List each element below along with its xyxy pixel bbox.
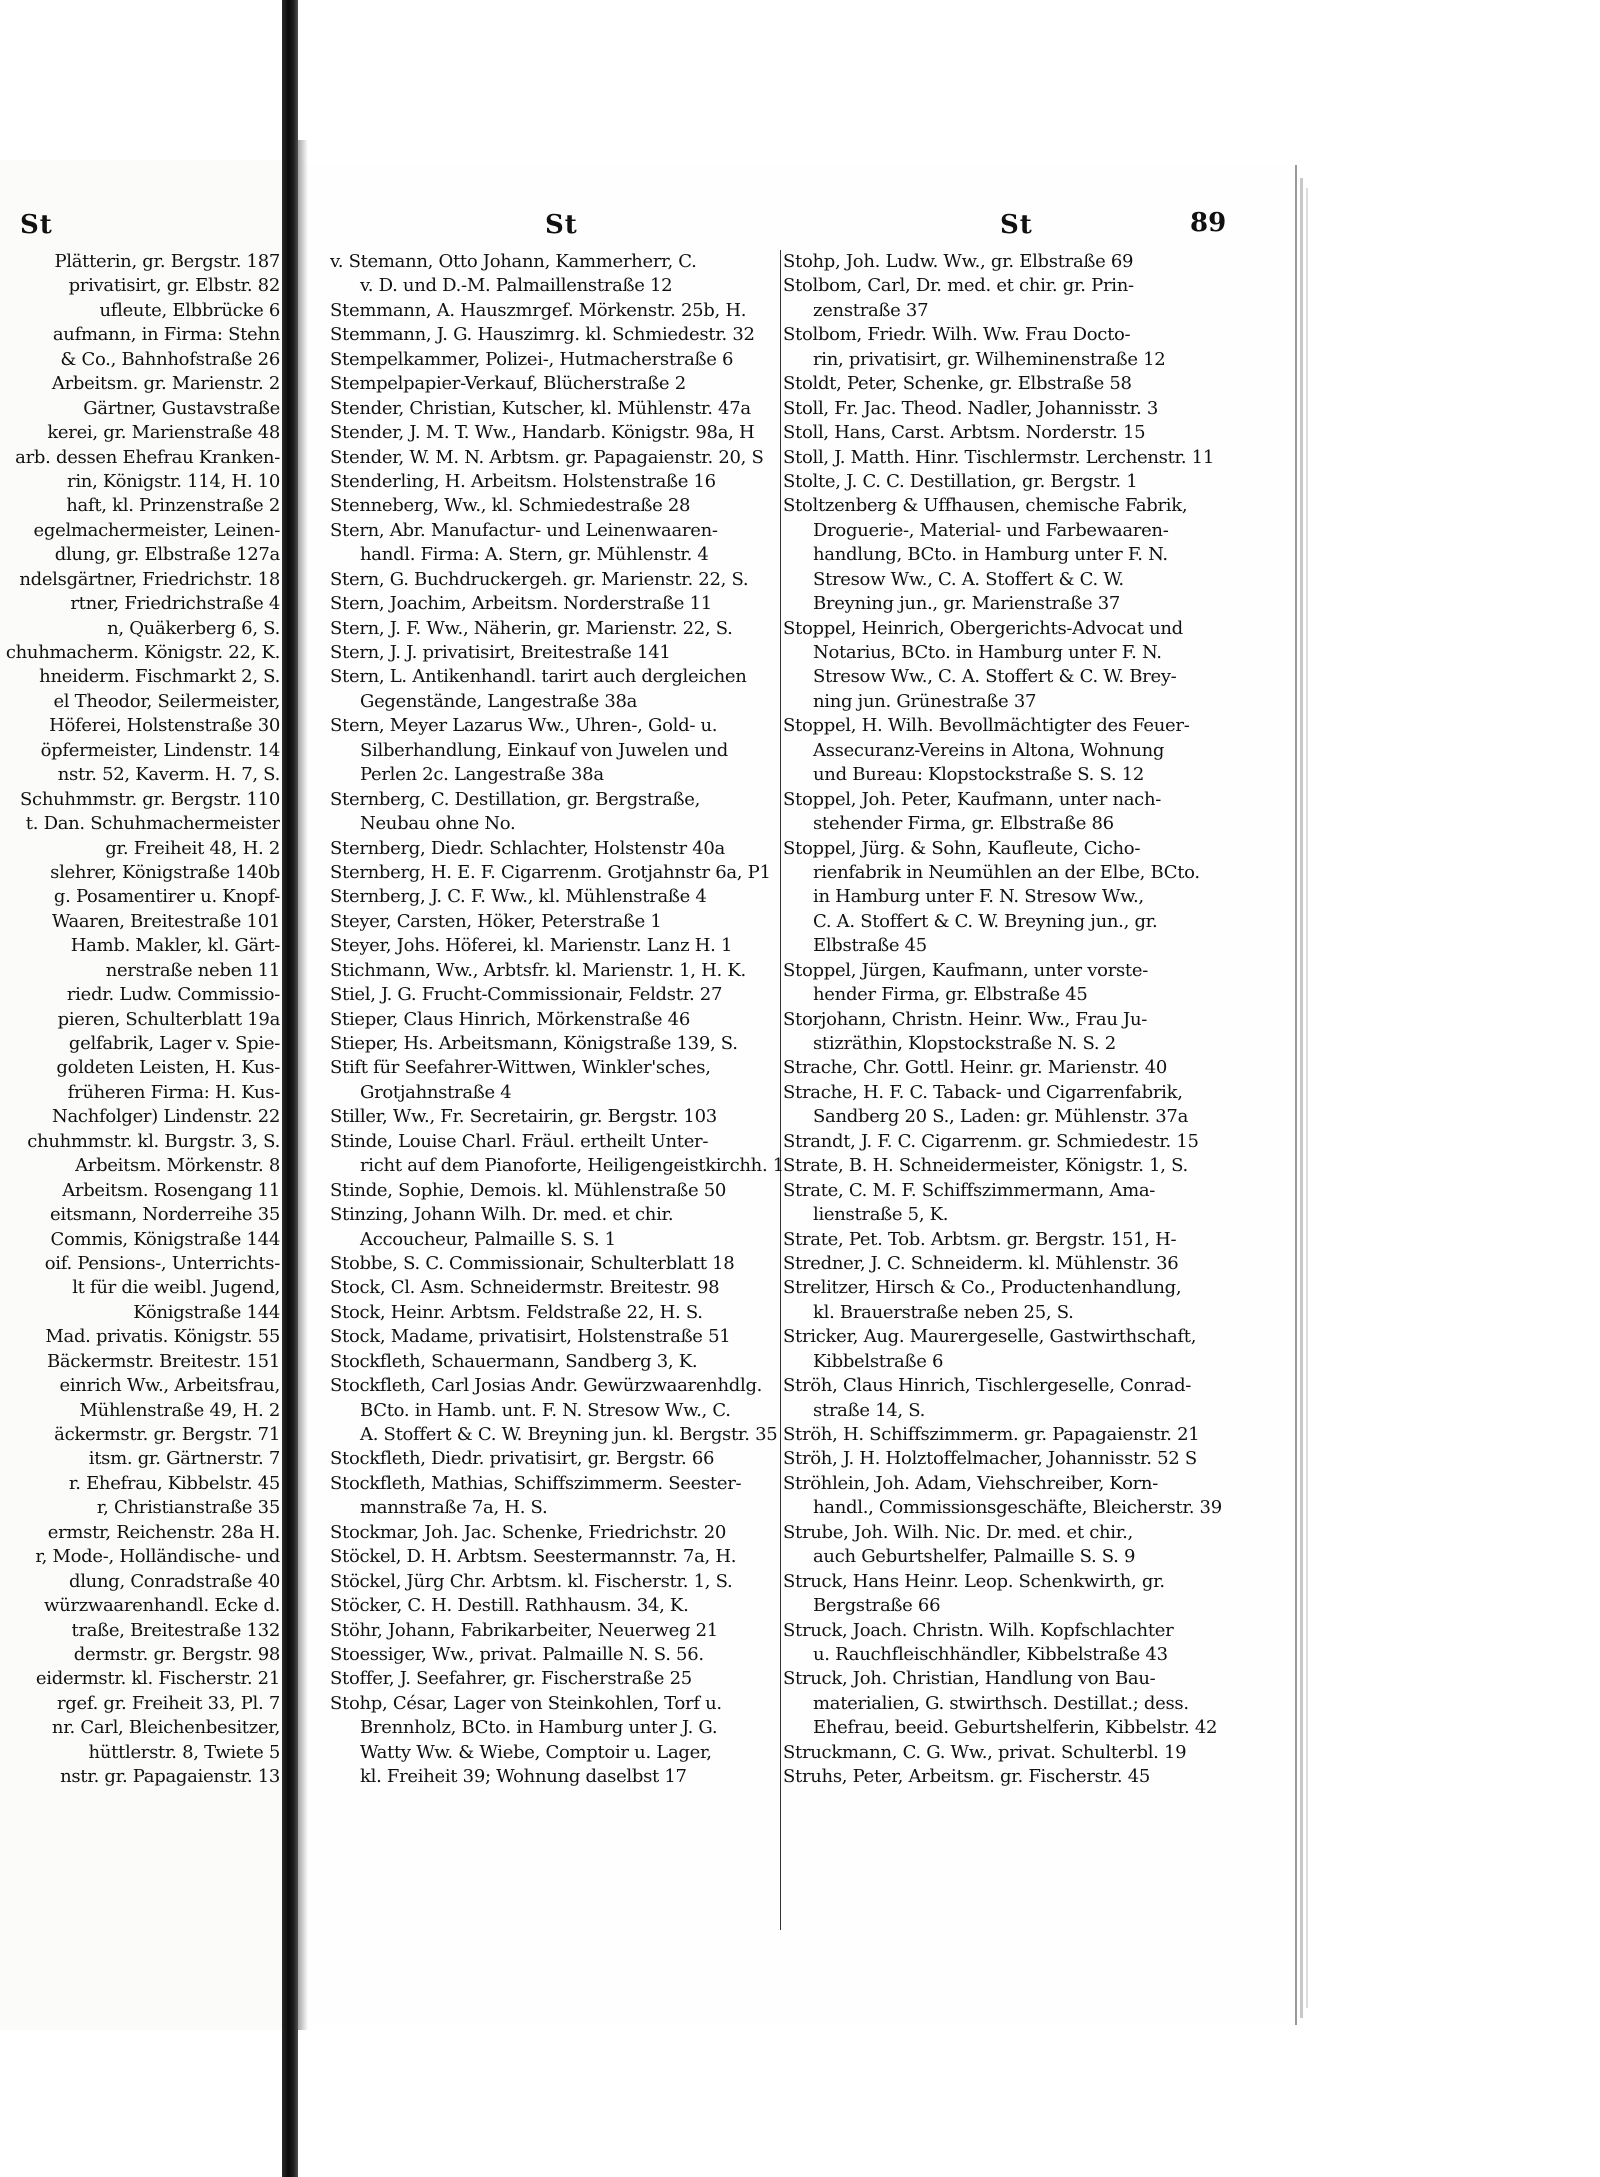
gutter-shadow [298, 140, 308, 2030]
directory-line: Stohp, César, Lager von Steinkohlen, Torf u. [330, 1692, 722, 1714]
directory-line: würzwaarenhandl. Ecke d. [44, 1595, 280, 1617]
directory-line: Stöckel, D. H. Arbtsm. Seestermannstr. 7a, H. [330, 1546, 737, 1568]
directory-line: Stemmann, J. G. Hauszimrg. kl. Schmiedestr. 32 [330, 324, 755, 346]
directory-line: Stern, J. F. Ww., Näherin, gr. Marienstr. 22, S. [330, 617, 733, 639]
directory-line: Stender, W. M. N. Arbtsm. gr. Papagaienstr. 20, S [330, 446, 764, 468]
directory-line: früheren Firma: H. Kus- [67, 1081, 280, 1103]
directory-line: t. Dan. Schuhmachermeister [25, 813, 280, 835]
directory-line: Stricker, Aug. Maurergeselle, Gastwirthschaft, [783, 1326, 1197, 1348]
directory-line: Struck, Hans Heinr. Leop. Schenkwirth, gr. [783, 1570, 1165, 1592]
directory-line: handl., Commissionsgeschäfte, Bleicherstr. 39 [813, 1497, 1222, 1519]
directory-line: v. D. und D.-M. Palmaillenstraße 12 [360, 275, 673, 297]
directory-line: Stinde, Louise Charl. Fräul. ertheilt Unter- [330, 1130, 709, 1152]
directory-line: Stolbom, Carl, Dr. med. et chir. gr. Prin- [783, 275, 1134, 297]
directory-line: kerei, gr. Marienstraße 48 [47, 422, 280, 444]
directory-line: Stolte, J. C. C. Destillation, gr. Bergstr. 1 [783, 470, 1138, 492]
directory-line: richt auf dem Pianoforte, Heiligengeistkirchh. 1 [360, 1155, 784, 1177]
directory-line: Stoll, Fr. Jac. Theod. Nadler, Johannisstr. 3 [783, 397, 1158, 419]
directory-line: gelfabrik, Lager v. Spie- [68, 1033, 280, 1054]
directory-line: stizräthin, Klopstockstraße N. S. 2 [813, 1033, 1116, 1054]
directory-line: Stinzing, Johann Wilh. Dr. med. et chir. [330, 1204, 674, 1226]
directory-line: dermstr. gr. Bergstr. 98 [73, 1643, 280, 1665]
directory-line: Brennholz, BCto. in Hamburg unter J. G. [360, 1717, 718, 1739]
directory-line: Stock, Madame, privatisirt, Holstenstraße 51 [330, 1326, 731, 1348]
directory-line: Waaren, Breitestraße 101 [51, 910, 280, 932]
directory-line: Stockmar, Joh. Jac. Schenke, Friedrichstr. 20 [330, 1521, 727, 1543]
directory-line: rin, privatisirt, gr. Wilheminenstraße 12 [813, 348, 1166, 370]
directory-line: in Hamburg unter F. N. Stresow Ww., [813, 886, 1144, 908]
directory-line: Königstraße 144 [133, 1301, 280, 1323]
directory-line: dlung, gr. Elbstraße 127a [54, 544, 280, 566]
directory-line: Stern, G. Buchdruckergeh. gr. Marienstr. 22, S. [330, 568, 749, 590]
directory-line: Stoltzenberg & Uffhausen, chemische Fabrik, [783, 495, 1188, 517]
directory-line: Stinde, Sophie, Demois. kl. Mühlenstraße 50 [330, 1179, 727, 1201]
directory-line: hneiderm. Fischmarkt 2, S. [39, 666, 280, 688]
directory-line: Hamb. Makler, kl. Gärt- [70, 935, 280, 957]
directory-line: itsm. gr. Gärtnerstr. 7 [88, 1448, 280, 1470]
directory-line: egelmachermeister, Leinen- [33, 519, 280, 541]
directory-line: nerstraße neben 11 [105, 959, 280, 981]
right-column [783, 250, 1280, 1790]
directory-line: materialien, G. stwirthsch. Destillat.; dess. [813, 1692, 1189, 1714]
directory-line: Stoessiger, Ww., privat. Palmaille N. S. 56. [330, 1643, 704, 1665]
directory-line: Stolbom, Friedr. Wilh. Ww. Frau Docto- [783, 324, 1131, 346]
directory-line: Ströh, J. H. Holztoffelmacher, Johannisstr. 52 S [783, 1448, 1197, 1470]
directory-line: Struck, Joach. Christn. Wilh. Kopfschlachter [783, 1619, 1174, 1641]
directory-line: riedr. Ludw. Commissio- [66, 984, 280, 1006]
directory-line: kl. Brauerstraße neben 25, S. [813, 1301, 1074, 1323]
directory-line: Stoll, J. Matth. Hinr. Tischlermstr. Lerchenstr. 11 [783, 446, 1214, 468]
directory-line: Bäckermstr. Breitestr. 151 [46, 1350, 280, 1372]
directory-line: rin, Königstr. 114, H. 10 [67, 470, 280, 492]
directory-line: Steyer, Carsten, Höker, Peterstraße 1 [330, 910, 662, 932]
directory-line: slehrer, Königstraße 140b [50, 861, 280, 883]
directory-line: Kibbelstraße 6 [813, 1350, 944, 1372]
directory-line: Silberhandlung, Einkauf von Juwelen und [360, 739, 728, 761]
directory-line: Stockfleth, Diedr. privatisirt, gr. Bergstr. 66 [330, 1448, 715, 1470]
page-edge [1306, 188, 1308, 2008]
directory-line: Stenneberg, Ww., kl. Schmiedestraße 28 [330, 495, 691, 517]
directory-line: Sternberg, C. Destillation, gr. Bergstraße, [330, 788, 701, 810]
directory-line: rienfabrik in Neumühlen an der Elbe, BCto. [813, 861, 1200, 883]
directory-line: Mühlenstraße 49, H. 2 [79, 1399, 280, 1421]
directory-line: Strelitzer, Hirsch & Co., Productenhandlung, [783, 1277, 1182, 1299]
directory-line: ning jun. Grünestraße 37 [813, 690, 1037, 712]
directory-line: Breyning jun., gr. Marienstraße 37 [813, 593, 1121, 615]
directory-line: rtner, Friedrichstraße 4 [70, 593, 280, 615]
directory-line: Ströhlein, Joh. Adam, Viehschreiber, Korn- [783, 1472, 1158, 1494]
directory-line: Stoppel, Joh. Peter, Kaufmann, unter nach- [783, 788, 1162, 810]
directory-line: Storjohann, Christn. Heinr. Ww., Frau Ju- [783, 1008, 1148, 1030]
directory-line: Stresow Ww., C. A. Stoffert & C. W. [813, 568, 1124, 590]
directory-line: Stieper, Hs. Arbeitsmann, Königstraße 139, S. [330, 1033, 738, 1054]
directory-line: und Bureau: Klopstockstraße S. S. 12 [813, 764, 1145, 786]
directory-line: & Co., Bahnhofstraße 26 [60, 348, 280, 370]
directory-line: Stiller, Ww., Fr. Secretairin, gr. Bergstr. 103 [330, 1106, 717, 1128]
directory-line: handl. Firma: A. Stern, gr. Mühlenstr. 4 [360, 544, 709, 566]
directory-line: Struhs, Peter, Arbeitsm. gr. Fischerstr. 45 [783, 1766, 1151, 1788]
directory-line: A. Stoffert & C. W. Breyning jun. kl. Bergstr. 35 [360, 1424, 778, 1445]
directory-line: äckermstr. gr. Bergstr. 71 [54, 1424, 280, 1445]
directory-line: r. Ehefrau, Kibbelstr. 45 [68, 1472, 280, 1494]
directory-line: Assecuranz-Vereins in Altona, Wohnung [813, 739, 1165, 761]
directory-line: Elbstraße 45 [813, 935, 927, 957]
directory-line: Sandberg 20 S., Laden: gr. Mühlenstr. 37a [813, 1106, 1189, 1128]
directory-line: hender Firma, gr. Elbstraße 45 [813, 984, 1088, 1006]
directory-line: eidermstr. kl. Fischerstr. 21 [35, 1668, 280, 1690]
directory-line: Stock, Heinr. Arbtsm. Feldstraße 22, H. S. [330, 1301, 703, 1323]
directory-line: Stöckel, Jürg Chr. Arbtsm. kl. Fischerstr. 1, S. [330, 1570, 733, 1592]
directory-line: Stredner, J. C. Schneiderm. kl. Mühlenstr. 36 [783, 1252, 1179, 1274]
page-edge [1300, 178, 1303, 2018]
directory-line: lt für die weibl. Jugend, [72, 1277, 280, 1299]
directory-line: Struckmann, C. G. Ww., privat. Schulterbl. 19 [783, 1741, 1187, 1763]
directory-line: chuhmmstr. kl. Burgstr. 3, S. [27, 1130, 280, 1152]
directory-line: öpfermeister, Lindenstr. 14 [40, 739, 280, 761]
directory-line: Ströh, H. Schiffszimmerm. gr. Papagaienstr. 21 [783, 1424, 1200, 1445]
directory-line: Sternberg, Diedr. Schlachter, Holstenstr 40a [330, 837, 725, 859]
directory-line: Commis, Königstraße 144 [50, 1228, 280, 1250]
directory-line: BCto. in Hamb. unt. F. N. Stresow Ww., C. [360, 1399, 731, 1421]
directory-line: kl. Freiheit 39; Wohnung daselbst 17 [360, 1766, 687, 1788]
right-running-head: St [1000, 210, 1033, 240]
directory-line: Stern, J. J. privatisirt, Breitestraße 141 [330, 642, 671, 663]
left-column [0, 250, 280, 1790]
directory-line: Sternberg, H. E. F. Cigarrenm. Grotjahnstr 6a, P1 [330, 861, 771, 883]
directory-line: n, Quäkerberg 6, S. [107, 617, 280, 639]
directory-line: auch Geburtshelfer, Palmaille S. S. 9 [813, 1546, 1136, 1568]
directory-line: Gärtner, Gustavstraße [83, 397, 280, 419]
directory-line: pieren, Schulterblatt 19a [57, 1008, 280, 1030]
directory-line: g. Posamentirer u. Knopf- [53, 886, 280, 908]
directory-line: gr. Freiheit 48, H. 2 [105, 837, 280, 859]
directory-line: Stichmann, Ww., Arbtsfr. kl. Marienstr. 1, H. K. [330, 959, 746, 981]
middle-column [330, 250, 785, 1790]
left-running-head: St [20, 210, 53, 240]
directory-line: Steyer, Johs. Höferei, kl. Marienstr. Lanz H. 1 [330, 935, 733, 957]
directory-line: nstr. gr. Papagaienstr. 13 [60, 1766, 280, 1788]
directory-line: Notarius, BCto. in Hamburg unter F. N. [813, 642, 1162, 663]
directory-line: Perlen 2c. Langestraße 38a [360, 764, 604, 786]
directory-line: C. A. Stoffert & C. W. Breyning jun., gr. [813, 910, 1158, 932]
directory-line: ndelsgärtner, Friedrichstr. 18 [19, 568, 280, 590]
directory-line: stehender Firma, gr. Elbstraße 86 [813, 813, 1114, 835]
directory-line: Stoppel, Jürgen, Kaufmann, unter vorste- [783, 959, 1148, 981]
directory-line: Strache, Chr. Gottl. Heinr. gr. Marienstr. 40 [783, 1057, 1168, 1079]
directory-line: Sternberg, J. C. F. Ww., kl. Mühlenstraße 4 [330, 886, 707, 908]
directory-line: einrich Ww., Arbeitsfrau, [59, 1375, 280, 1397]
directory-line: arb. dessen Ehefrau Kranken- [15, 446, 280, 468]
directory-line: Strube, Joh. Wilh. Nic. Dr. med. et chir., [783, 1521, 1133, 1543]
directory-line: Stenderling, H. Arbeitsm. Holstenstraße 16 [330, 470, 716, 492]
directory-line: eitsmann, Norderreihe 35 [50, 1204, 280, 1226]
directory-line: Arbeitsm. gr. Marienstr. 2 [51, 373, 280, 395]
directory-line: Droguerie-, Material- und Farbewaaren- [813, 519, 1169, 541]
directory-line: Watty Ww. & Wiebe, Comptoir u. Lager, [360, 1741, 712, 1763]
directory-line: Grotjahnstraße 4 [360, 1081, 512, 1103]
directory-line: Stöhr, Johann, Fabrikarbeiter, Neuerweg 21 [330, 1619, 718, 1641]
directory-line: el Theodor, Seilermeister, [53, 690, 280, 712]
directory-line: r, Mode-, Holländische- und [35, 1546, 280, 1568]
directory-line: nstr. 52, Kaverm. H. 7, S. [57, 764, 280, 786]
directory-line: straße 14, S. [813, 1399, 926, 1421]
directory-line: Stoppel, H. Wilh. Bevollmächtigter des Feuer- [783, 715, 1190, 737]
directory-line: chuhmacherm. Königstr. 22, K. [5, 642, 280, 663]
directory-line: Schuhmmstr. gr. Bergstr. 110 [20, 788, 280, 810]
directory-line: Stresow Ww., C. A. Stoffert & C. W. Brey- [813, 666, 1177, 688]
directory-line: r, Christianstraße 35 [96, 1497, 280, 1519]
directory-line: Strandt, J. F. C. Cigarrenm. gr. Schmiedestr. 15 [783, 1130, 1199, 1152]
directory-line: mannstraße 7a, H. S. [360, 1497, 548, 1519]
directory-line: dlung, Conradstraße 40 [69, 1570, 280, 1592]
directory-line: v. Stemann, Otto Johann, Kammerherr, C. [330, 251, 697, 272]
directory-line: Strate, B. H. Schneidermeister, Königstr. 1, S. [783, 1155, 1188, 1177]
directory-line: Stoppel, Heinrich, Obergerichts-Advocat und [783, 617, 1183, 639]
directory-line: Stock, Cl. Asm. Schneidermstr. Breitestr. 98 [330, 1277, 720, 1299]
directory-line: hüttlerstr. 8, Twiete 5 [88, 1741, 280, 1763]
directory-line: Stockfleth, Mathias, Schiffszimmerm. Seester- [330, 1472, 742, 1494]
directory-line: traße, Breitestraße 132 [71, 1619, 280, 1641]
directory-line: lienstraße 5, K. [813, 1204, 949, 1226]
page-number: 89 [1190, 208, 1227, 238]
directory-line: haft, kl. Prinzenstraße 2 [66, 495, 280, 517]
directory-line: Stockfleth, Schauermann, Sandberg 3, K. [330, 1350, 698, 1372]
directory-line: Accoucheur, Palmaille S. S. 1 [360, 1228, 616, 1250]
directory-line: Höferei, Holstenstraße 30 [49, 715, 280, 737]
directory-line: Ströh, Claus Hinrich, Tischlergeselle, Conrad- [783, 1375, 1192, 1397]
directory-line: Stern, Joachim, Arbeitsm. Norderstraße 11 [330, 593, 712, 615]
directory-line: Stohp, Joh. Ludw. Ww., gr. Elbstraße 69 [783, 251, 1134, 272]
directory-line: rgef. gr. Freiheit 33, Pl. 7 [56, 1692, 280, 1714]
directory-line: Stoll, Hans, Carst. Arbtsm. Norderstr. 15 [783, 422, 1146, 444]
directory-line: Stieper, Claus Hinrich, Mörkenstraße 46 [330, 1008, 690, 1030]
directory-line: Strache, H. F. C. Taback- und Cigarrenfabrik, [783, 1081, 1183, 1103]
directory-line: Stoldt, Peter, Schenke, gr. Elbstraße 58 [783, 373, 1132, 395]
directory-line: Mad. privatis. Königstr. 55 [45, 1326, 280, 1348]
directory-line: Stiel, J. G. Frucht-Commissionair, Feldstr. 27 [330, 984, 723, 1006]
directory-line: Stender, J. M. T. Ww., Handarb. Königstr. 98a, H [330, 422, 755, 444]
directory-line: handlung, BCto. in Hamburg unter F. N. [813, 544, 1168, 566]
directory-line: Bergstraße 66 [813, 1595, 941, 1617]
directory-line: Strate, C. M. F. Schiffszimmermann, Ama- [783, 1179, 1156, 1201]
directory-line: Stöcker, C. H. Destill. Rathhausm. 34, K. [330, 1595, 689, 1617]
directory-line: Stobbe, S. C. Commissionair, Schulterblatt 18 [330, 1252, 735, 1274]
directory-line: Stern, Meyer Lazarus Ww., Uhren-, Gold- u. [330, 715, 718, 737]
directory-line: nr. Carl, Bleichenbesitzer, [51, 1717, 280, 1739]
directory-line: Stoffer, J. Seefahrer, gr. Fischerstraße 25 [330, 1668, 692, 1690]
directory-line: ermstr, Reichenstr. 28a H. [47, 1521, 280, 1543]
directory-line: Plätterin, gr. Bergstr. 187 [54, 251, 280, 272]
directory-line: Stoppel, Jürg. & Sohn, Kaufleute, Cicho- [783, 837, 1141, 859]
directory-line: Nachfolger) Lindenstr. 22 [52, 1106, 280, 1128]
directory-line: Gegenstände, Langestraße 38a [360, 690, 638, 712]
directory-line: Stockfleth, Carl Josias Andr. Gewürzwaarenhdlg. [330, 1375, 763, 1397]
directory-line: Ehefrau, beeid. Geburtshelferin, Kibbelstr. 42 [813, 1717, 1218, 1739]
book-gutter [282, 0, 298, 2177]
directory-line: ufleute, Elbbrücke 6 [99, 299, 280, 321]
directory-line: Arbeitsm. Rosengang 11 [62, 1179, 280, 1201]
directory-line: u. Rauchfleischhändler, Kibbelstraße 43 [813, 1643, 1168, 1665]
directory-line: Stemmann, A. Hauszmrgef. Mörkenstr. 25b, H. [330, 299, 747, 321]
directory-line: Struck, Joh. Christian, Handlung von Bau- [783, 1668, 1156, 1690]
directory-line: goldeten Leisten, H. Kus- [56, 1057, 280, 1079]
directory-line: oif. Pensions-, Unterrichts- [44, 1252, 280, 1274]
directory-line: Stempelpapier-Verkauf, Blücherstraße 2 [330, 373, 686, 395]
directory-line: Stern, L. Antikenhandl. tarirt auch dergleichen [330, 666, 747, 688]
directory-line: aufmann, in Firma: Stehn [52, 324, 280, 346]
directory-line: Stempelkammer, Polizei-, Hutmacherstraße 6 [330, 348, 734, 370]
directory-line: Neubau ohne No. [360, 813, 516, 835]
directory-line: Stern, Abr. Manufactur- und Leinenwaaren- [330, 519, 718, 541]
directory-line: Arbeitsm. Mörkenstr. 8 [75, 1155, 280, 1177]
directory-line: Stift für Seefahrer-Wittwen, Winkler'sches, [330, 1057, 711, 1079]
directory-line: zenstraße 37 [813, 299, 929, 321]
directory-line: Strate, Pet. Tob. Arbtsm. gr. Bergstr. 151, H- [783, 1228, 1177, 1250]
directory-line: privatisirt, gr. Elbstr. 82 [68, 275, 280, 297]
directory-line: Stender, Christian, Kutscher, kl. Mühlenstr. 47a [330, 397, 751, 419]
middle-running-head: St [545, 210, 578, 240]
